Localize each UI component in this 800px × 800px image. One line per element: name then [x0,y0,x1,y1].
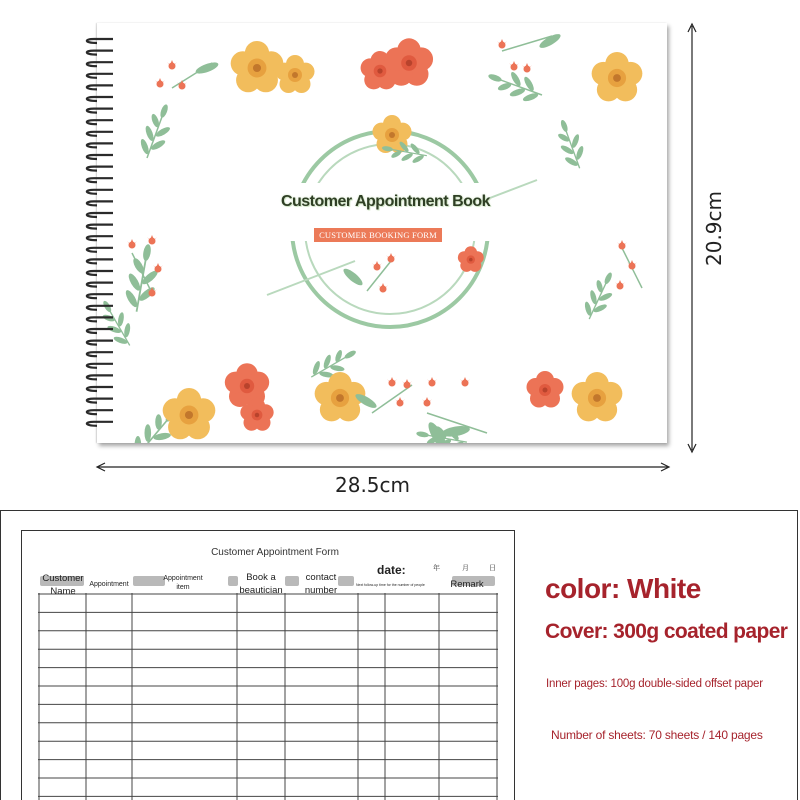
form-title: Customer Appointment Form [211,547,339,558]
spiral-coil [87,74,113,78]
spiral-coil [87,387,113,391]
header-appointment: Appointment [89,581,129,588]
spiral-coil [87,317,113,321]
date-month-mark: 月 [462,564,469,572]
width-label: 28.5cm [335,473,411,497]
spiral-coil [87,364,113,368]
spiral-coil [87,422,113,426]
spiral-coil [87,143,113,147]
spiral-coil [87,155,113,159]
spiral-coil [87,283,113,287]
spiral-coil [87,85,113,89]
spiral-coil [87,236,113,240]
spiral-coil [87,375,113,379]
spiral-coil [87,39,113,43]
header-contact-number-line2: number [304,584,338,596]
header-customer-name-line2: Name [50,585,76,597]
spec-color: color: White [545,573,701,604]
spiral-coil [87,190,113,194]
form-table-grid [38,593,498,800]
spiral-coil [87,213,113,217]
header-remark: Remark [450,579,484,590]
header-appointment-item-line2: item [176,584,190,592]
header-customer-name-line1: Customer [42,573,84,584]
spiral-binding [80,35,116,435]
spiral-coil [87,132,113,136]
spiral-coil [87,329,113,333]
cover-subtitle: CUSTOMER BOOKING FORM [314,228,442,242]
spiral-coil [87,109,113,113]
date-year-mark: 年 [433,564,440,572]
spiral-coil [87,341,113,345]
spiral-coil [87,201,113,205]
header-beautician-line1: Book a [246,572,276,583]
height-dimension-line [684,22,700,454]
spiral-coil [87,294,113,298]
header-appointment-item-line1: Appointment [163,575,203,582]
spiral-coil [87,62,113,66]
spec-inner-pages: Inner pages: 100g double-sided offset paper [546,678,763,690]
spec-sheets: Number of sheets: 70 sheets / 140 pages [551,728,763,742]
spiral-coil [87,352,113,356]
spiral-coil [87,271,113,275]
spiral-coil [87,410,113,414]
spiral-coil [87,178,113,182]
header-contact-number-line1: contact [305,572,337,583]
spiral-coil [87,120,113,124]
spiral-coil [87,399,113,403]
spiral-coil [87,167,113,171]
spiral-coil [87,225,113,229]
header-appointment-item [150,574,216,593]
date-label: date: [377,563,406,577]
header-beautician-line2: beautician [239,584,283,596]
date-day-mark: 日 [489,564,496,572]
height-label: 20.9cm [702,190,726,266]
spiral-coil [87,51,113,55]
spiral-coil [87,248,113,252]
spiral-coil [87,97,113,101]
header-next-followup: Next follow-up time for the number of people [356,583,425,587]
header-bar [285,576,299,586]
spec-cover: Cover: 300g coated paper [545,620,788,643]
cover-title: Customer Appointment Book [280,193,491,210]
spiral-coil [87,259,113,263]
spiral-coil [87,306,113,310]
